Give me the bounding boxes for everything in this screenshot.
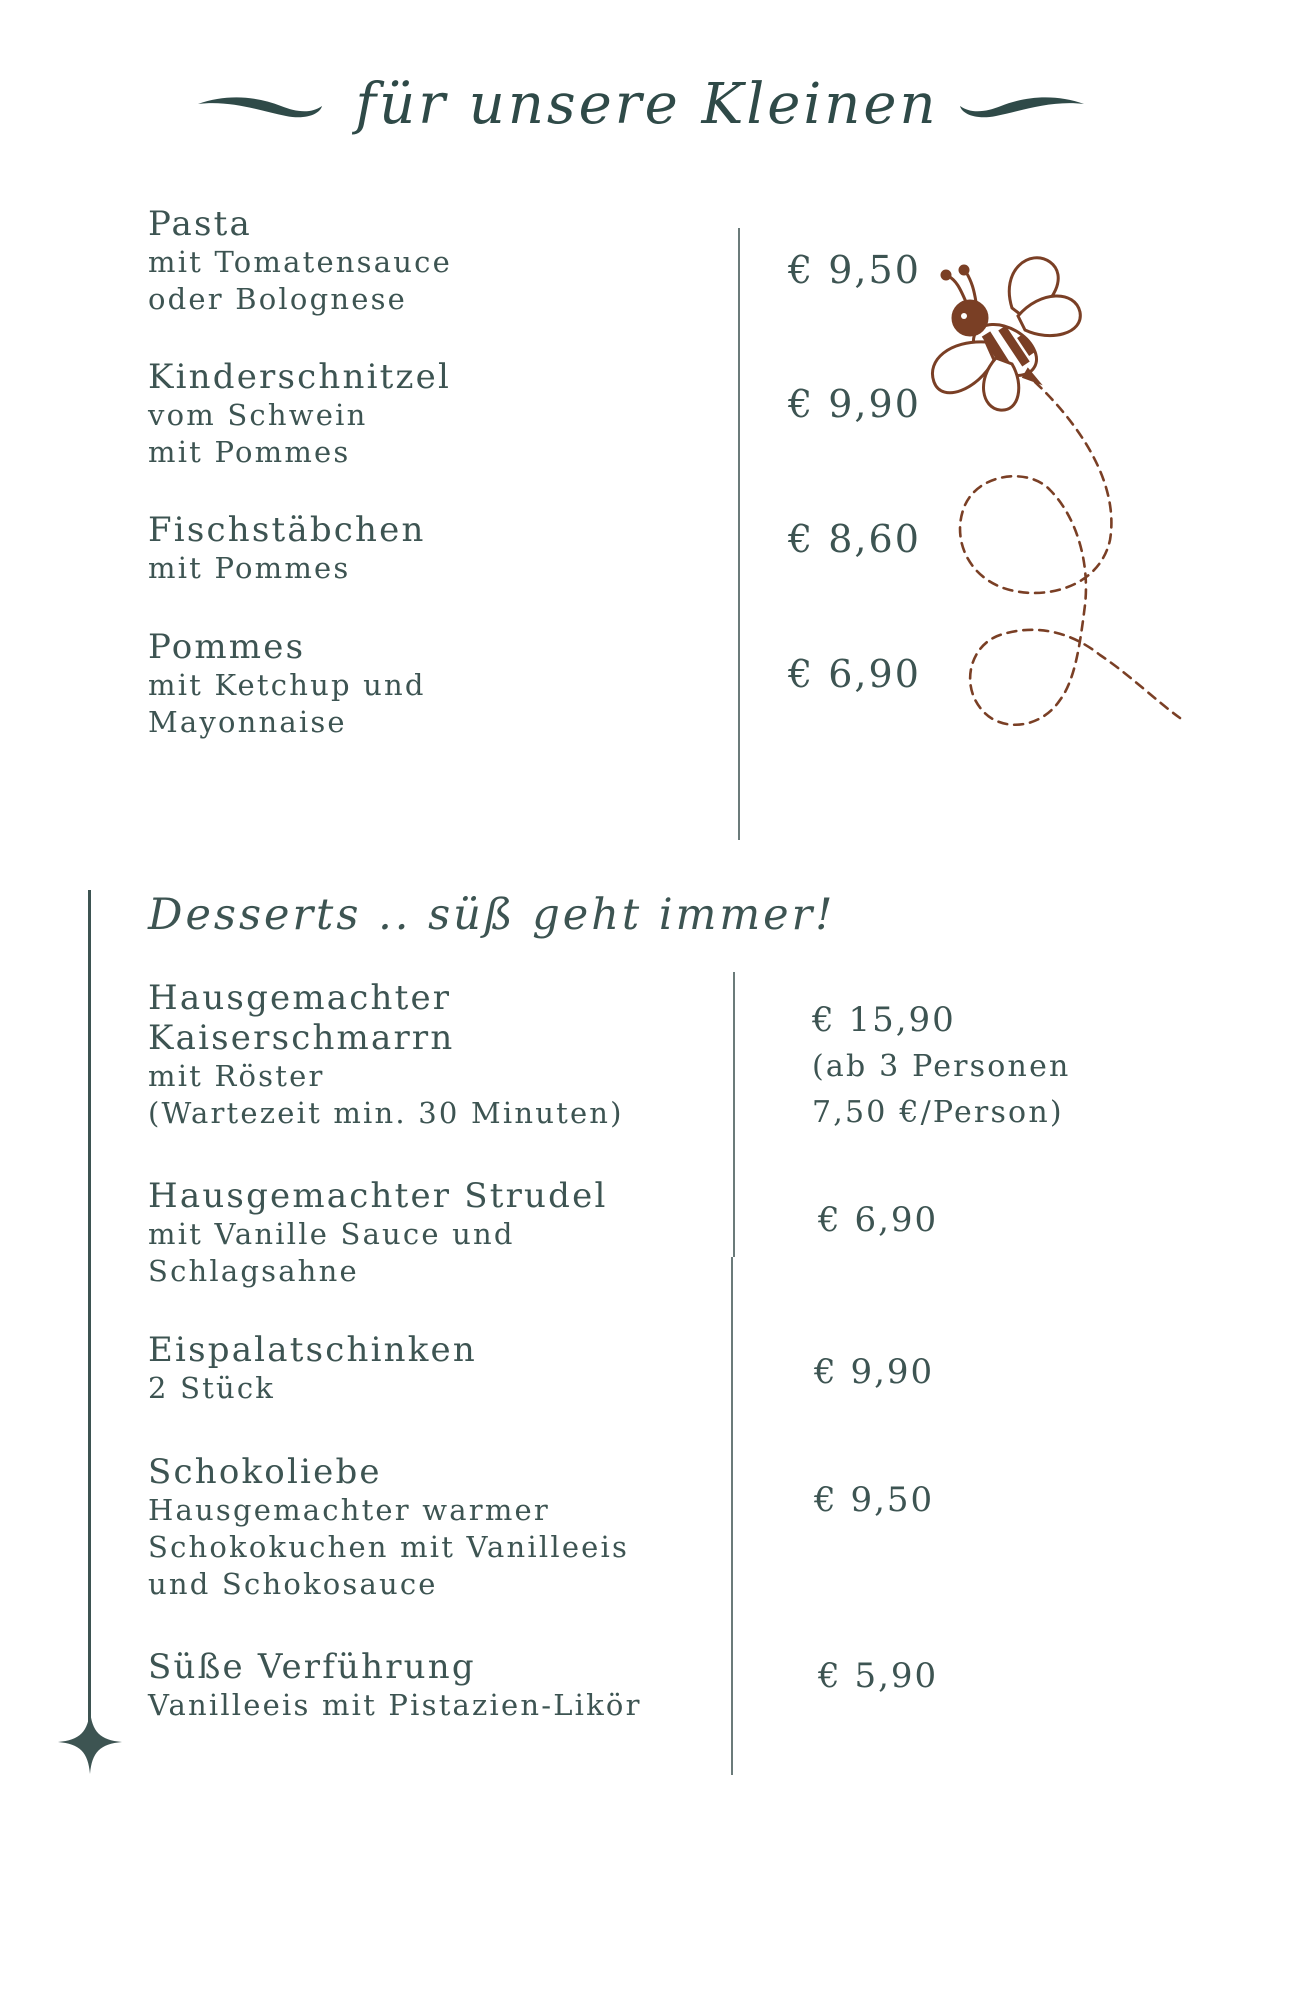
item-name: Schokoliebe [148,1452,382,1492]
item-desc: Schlagsahne [148,1254,359,1288]
right-swirl-ornament [956,92,1086,132]
item-desc: Vanilleeis mit Pistazien-Likör [148,1688,642,1722]
item-price: € 9,50 [814,1480,935,1520]
item-name: Pasta [148,204,253,244]
item-name: Kinderschnitzel [148,357,452,397]
item-desc: mit Tomatensauce [148,245,452,279]
menu-item [148,1176,608,1290]
sparkle-star-icon [58,1710,122,1774]
dashed-flight-path [960,382,1180,725]
item-name: Kaiserschmarrn [148,1018,455,1058]
kids-column-divider [738,228,740,840]
item-desc: mit Ketchup und [148,668,426,702]
item-desc: Schokokuchen mit Vanilleeis [148,1530,630,1564]
item-name: Hausgemachter Strudel [148,1176,608,1216]
menu-item [148,1452,629,1603]
item-name: Hausgemachter [148,978,452,1018]
item-desc: 2 Stück [148,1371,276,1405]
price-note-line: (ab 3 Personen [812,1049,1071,1084]
bee-illustration [900,250,1190,730]
item-name: Süße Verführung [148,1647,476,1687]
item-desc: Mayonnaise [148,705,347,739]
item-price: € 9,90 [814,1352,935,1392]
item-desc: mit Röster [148,1059,325,1093]
desserts-column-divider-upper [733,972,735,1257]
desserts-left-rule [88,890,91,1740]
menu-item [148,204,452,318]
item-price: € 9,90 [788,382,921,426]
item-name: Pommes [148,627,306,667]
price-note [812,1044,1071,1136]
item-desc: mit Pommes [148,435,351,469]
desserts-column-divider-lower [731,1257,733,1775]
item-price: € 6,90 [788,652,921,696]
item-name: Fischstäbchen [148,510,426,550]
menu-item [148,357,451,471]
price-note-line: 7,50 €/Person) [812,1095,1064,1130]
desserts-title: Desserts .. süß geht immer! [148,890,836,940]
item-name: Eispalatschinken [148,1330,477,1370]
kids-menu-title: für unsere Kleinen [355,72,939,137]
item-price: € 8,60 [788,517,921,561]
item-desc: vom Schwein [148,398,368,432]
menu-item [148,1647,642,1724]
item-price: € 15,90 [812,1000,956,1040]
item-price: € 9,50 [788,248,921,292]
item-desc: (Wartezeit min. 30 Minuten) [148,1096,624,1130]
item-price: € 6,90 [818,1200,939,1240]
item-desc: mit Pommes [148,551,351,585]
menu-item [148,1330,477,1407]
menu-item [148,627,426,741]
menu-item [148,510,426,587]
item-desc: oder Bolognese [148,282,408,316]
item-desc: und Schokosauce [148,1567,438,1601]
bee-icon [932,258,1080,410]
item-desc: mit Vanille Sauce und [148,1217,515,1251]
item-desc: Hausgemachter warmer [148,1493,550,1527]
item-price: € 5,90 [818,1656,939,1696]
menu-item [148,978,624,1132]
